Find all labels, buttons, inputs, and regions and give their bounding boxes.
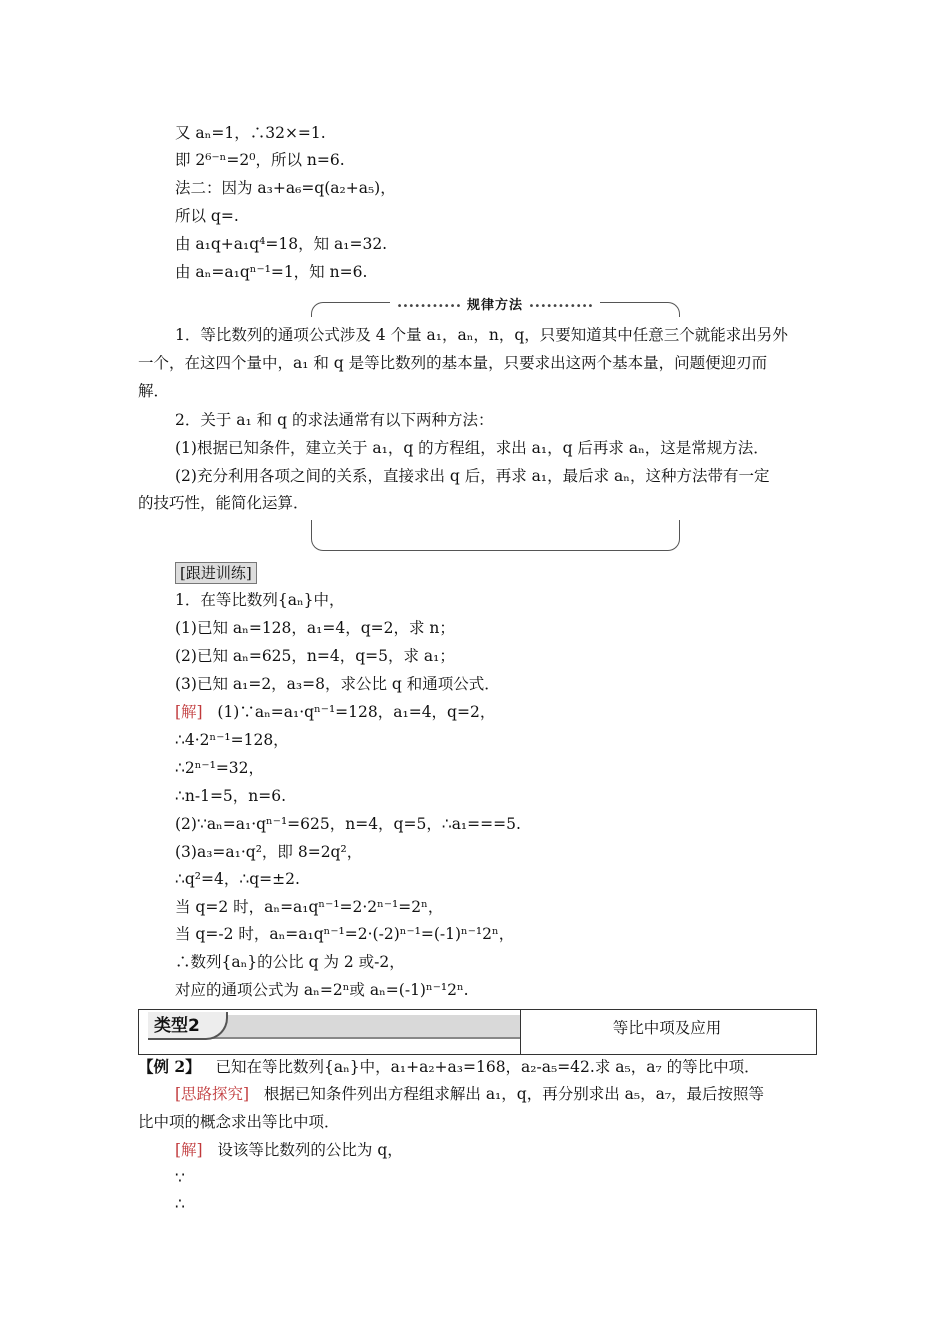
- because-symbol: ∵: [175, 1169, 185, 1187]
- solution-line: (3)a₃=a₁·q²，即 8=2q²，: [175, 843, 363, 861]
- example-tag: 【例 2】: [138, 1057, 201, 1076]
- idea-line: [175, 1084, 764, 1104]
- solution-line: ∴数列{aₙ}的公比 q 为 2 或-2，: [175, 953, 405, 971]
- idea-tag: [思路探究]: [175, 1085, 250, 1103]
- solution-line: ∴n-1=5，n=6.: [175, 787, 287, 805]
- solution-line: ∴4·2ⁿ⁻¹=128，: [175, 731, 289, 749]
- training-tag: [跟进训练]: [175, 562, 257, 584]
- idea-line: 比中项的概念求出等比中项．: [138, 1113, 340, 1131]
- solution-line: 对应的通项公式为 aₙ=2ⁿ或 aₙ=(-1)ⁿ⁻¹2ⁿ.: [175, 981, 469, 999]
- section-title: 等比中项及应用: [612, 1019, 722, 1037]
- method-paragraph: (2)充分利用各项之间的关系，直接求出 q 后，再求 a₁，最后求 aₙ，这种方法带有一定: [175, 467, 770, 485]
- method-paragraph: 一个，在这四个量中，a₁ 和 q 是等比数列的基本量，只要求出这两个基本量，问题便迎刃而: [138, 354, 768, 372]
- solution-line: [175, 702, 495, 722]
- question-line: 1．在等比数列{aₙ}中，: [175, 591, 345, 609]
- therefore-symbol: ∴: [175, 1195, 185, 1213]
- text-line: 由 a₁q+a₁q⁴=18，知 a₁=32.: [175, 235, 388, 253]
- question-line: (2)已知 aₙ=625，n=4，q=5，求 a₁；: [175, 647, 455, 665]
- text-line: 由 aₙ=a₁qⁿ⁻¹=1，知 n=6.: [175, 263, 368, 281]
- example-text: 已知在等比数列{aₙ}中，a₁+a₂+a₃=168，a₂-a₅=42.求 a₅，a₇ 的等比中项．: [215, 1058, 760, 1076]
- solution-text: (1)∵aₙ=a₁·qⁿ⁻¹=128，a₁=4，q=2，: [217, 703, 496, 721]
- method-box-title: [390, 294, 600, 312]
- solution-line: 当 q=-2 时，aₙ=a₁qⁿ⁻¹=2·(-2)ⁿ⁻¹=(-1)ⁿ⁻¹2ⁿ，: [175, 925, 515, 943]
- text-line: 法二：因为 a₃+a₆=q(a₂+a₅)，: [175, 179, 396, 197]
- idea-text: 根据已知条件列出方程组求解出 a₁，q，再分别求出 a₅，a₇，最后按照等: [263, 1085, 765, 1103]
- text-line: 所以 q=.: [175, 207, 239, 225]
- question-line: (3)已知 a₁=2，a₃=8，求公比 q 和通项公式．: [175, 675, 500, 693]
- solution-tag: [解]: [175, 703, 203, 721]
- method-paragraph: 解．: [138, 382, 170, 400]
- dots-decoration: •••••••••••: [396, 301, 462, 312]
- method-paragraph: 2．关于 a₁ 和 q 的求法通常有以下两种方法：: [175, 411, 494, 429]
- method-paragraph: 的技巧性，能简化运算．: [138, 494, 309, 512]
- section-type-label: 类型2: [148, 1012, 228, 1040]
- solution-line: [175, 1140, 403, 1160]
- section-header-divider: [520, 1009, 521, 1055]
- text-line: 即 2⁶⁻ⁿ=2⁰，所以 n=6.: [175, 151, 345, 169]
- solution-line: 当 q=2 时，aₙ=a₁qⁿ⁻¹=2·2ⁿ⁻¹=2ⁿ，: [175, 898, 444, 916]
- method-box-title-text: 规律方法: [466, 298, 523, 313]
- solution-text: 设该等比数列的公比为 q，: [217, 1141, 403, 1159]
- solution-line: ∴q²=4，∴q=±2.: [175, 870, 300, 888]
- text-line: 又 aₙ=1，∴32×=1.: [175, 124, 326, 142]
- method-paragraph: 1．等比数列的通项公式涉及 4 个量 a₁，aₙ，n，q，只要知道其中任意三个就能求出另外: [175, 326, 788, 344]
- solution-tag: [解]: [175, 1141, 203, 1159]
- dots-decoration: •••••••••••: [528, 301, 594, 312]
- question-line: (1)已知 aₙ=128，a₁=4，q=2，求 n；: [175, 619, 455, 637]
- solution-line: ∴2ⁿ⁻¹=32，: [175, 759, 265, 777]
- solution-line: (2)∵aₙ=a₁·qⁿ⁻¹=625，n=4，q=5，∴a₁===5.: [175, 815, 521, 833]
- method-box-bottom-border: [311, 520, 680, 551]
- method-paragraph: (1)根据已知条件，建立关于 a₁，q 的方程组，求出 a₁，q 后再求 aₙ，这是常规方法．: [175, 439, 769, 457]
- example-line: [138, 1057, 760, 1077]
